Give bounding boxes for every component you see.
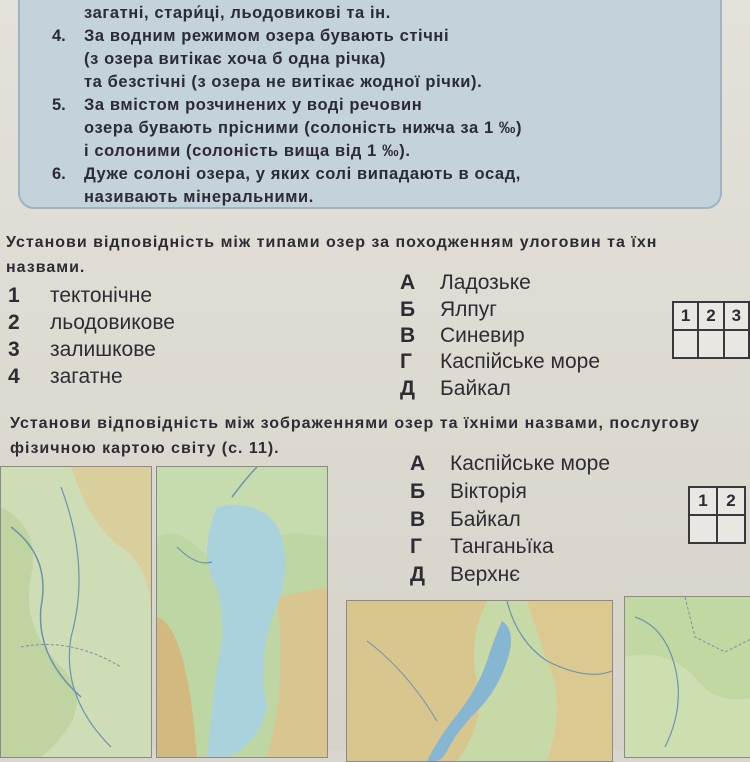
task1-title-line2: назвами.: [6, 259, 86, 276]
task1-option-text: Байкал: [440, 377, 511, 400]
info-line: (з озера витікає хоча б одна річка): [84, 50, 387, 68]
task2-option-letter: А: [410, 452, 426, 475]
lake-map-2: [156, 466, 328, 758]
task1-option-text: Каспійське море: [440, 350, 601, 373]
task1-item-number: 1: [8, 284, 20, 307]
task1-item-number: 3: [8, 338, 20, 361]
info-line: називають мінеральними.: [84, 188, 314, 206]
lake-map-4: [624, 596, 750, 758]
task2-option-text: Вікторія: [450, 480, 527, 503]
answer-grid-header-cell: 1: [673, 302, 698, 330]
task2-option-letter: В: [410, 508, 426, 531]
answer-cell[interactable]: [698, 330, 723, 358]
task2-option-text: Байкал: [450, 508, 521, 531]
info-item-number: 5.: [52, 96, 66, 114]
answer-cell[interactable]: [724, 330, 749, 358]
task1-option-text: Ялпуг: [440, 298, 497, 321]
task1-option-text: Синевир: [440, 324, 525, 347]
info-box: [18, 0, 722, 209]
task2-answer-grid: [688, 486, 746, 544]
info-item-number: 4.: [52, 27, 66, 45]
task1-option-letter: А: [400, 271, 416, 294]
lake-map-1-image: [1, 467, 151, 757]
lake-map-4-image: [625, 597, 750, 757]
task2-option-letter: Б: [410, 480, 426, 503]
info-line: і солоними (солоність вища від 1 ‰).: [84, 142, 411, 160]
lake-map-3: [346, 600, 613, 762]
task2-option-text: Каспійське море: [450, 452, 611, 475]
task2-option-letter: Д: [410, 563, 425, 586]
task1-item-text: залишкове: [50, 338, 156, 361]
info-line: За водним режимом озера бувають стічні: [84, 27, 450, 45]
info-line: загатні, стари́ці, льодовикові та ін.: [84, 4, 391, 22]
task2-option-letter: Г: [410, 535, 422, 558]
task1-option-letter: Б: [400, 298, 416, 321]
task1-answer-grid: [672, 301, 750, 359]
lake-map-2-image: [157, 467, 327, 757]
answer-grid-header-cell: 2: [717, 487, 745, 515]
task1-option-letter: В: [400, 324, 416, 347]
task1-item-text: льодовикове: [50, 311, 175, 334]
answer-cell[interactable]: [717, 515, 745, 543]
lake-map-3-image: [347, 601, 612, 761]
info-item-number: 6.: [52, 165, 66, 183]
answer-cell[interactable]: [689, 515, 717, 543]
task1-item-text: тектонічне: [50, 284, 153, 307]
info-line: За вмістом розчинених у воді речовин: [84, 96, 423, 114]
task1-item-number: 2: [8, 311, 20, 334]
task1-item-text: загатне: [50, 365, 123, 388]
lake-map-1: [0, 466, 152, 758]
task2-option-text: Танганьїка: [450, 535, 554, 558]
task1-option-letter: Д: [400, 377, 415, 400]
info-line: озера бувають прісними (солоність нижча за 1 ‰): [84, 119, 523, 137]
info-line: Дуже солоні озера, у яких солі випадають в осад,: [84, 165, 521, 183]
answer-grid-header-cell: 1: [689, 487, 717, 515]
task1-option-text: Ладозьке: [440, 271, 531, 294]
answer-grid-header-cell: 3: [724, 302, 749, 330]
task1-option-letter: Г: [400, 350, 412, 373]
answer-cell[interactable]: [673, 330, 698, 358]
task2-option-text: Верхнє: [450, 563, 520, 586]
info-line: та безстічні (з озера не витікає жодної річки).: [84, 73, 483, 91]
task1-title-line1: Установи відповідність між типами озер за походженням улоговин та їхн: [6, 234, 658, 251]
task2-title-line2: фізичною картою світу (с. 11).: [10, 440, 280, 457]
task1-item-number: 4: [8, 365, 20, 388]
task2-title-line1: Установи відповідність між зображеннями озер та їхніми назвами, послугову: [10, 415, 700, 432]
answer-grid-header-cell: 2: [698, 302, 723, 330]
